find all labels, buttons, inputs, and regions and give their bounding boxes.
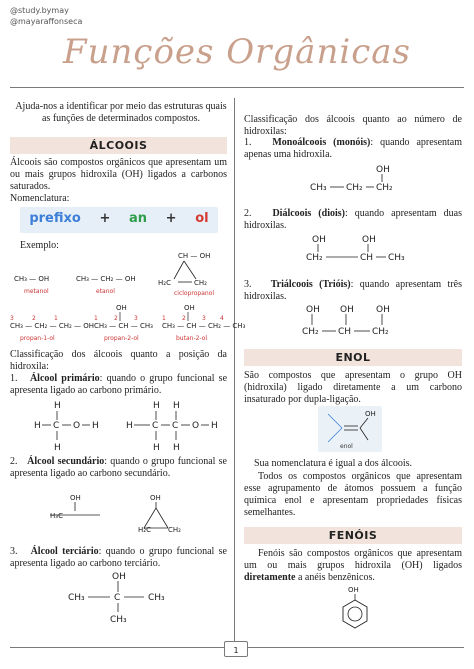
primario-text: [10, 373, 227, 397]
formula-plus-2: +: [165, 211, 177, 226]
propan1ol-formula: CH₃ — CH₂ — CH₂ — OH: [10, 322, 94, 330]
enol-structure: [318, 406, 382, 452]
enol-nomenclature: Sua nomenclatura é igual a dos álcoois.: [254, 458, 413, 469]
svg-text:H: H: [54, 401, 61, 411]
ciclopropanol-top: CH — OH: [178, 252, 211, 260]
etanol-name: etanol: [96, 288, 115, 295]
svg-text:OH: OH: [376, 165, 390, 175]
butan2ol-formula: CH₃ — CH — CH₂ — CH₃: [162, 322, 246, 330]
svg-text:H: H: [34, 421, 41, 431]
svg-text:C: C: [114, 593, 121, 603]
terciario-structure: [60, 570, 180, 626]
propan2ol-num-1: 1: [94, 315, 98, 322]
butan2ol-num-1: 1: [162, 315, 166, 322]
di-rest: : quando apresentam duas hidroxilas.: [244, 208, 462, 231]
tri-term: Triálcoois (Trióis): [270, 279, 351, 290]
svg-text:O: O: [73, 421, 81, 431]
svg-text:CH: CH: [360, 253, 374, 263]
enol-definition: São compostos que apresentam o grupo OH (hidroxila) ligado diretamente a um carbono insaturado por dupla-ligação.: [244, 370, 462, 405]
propan2ol-name: propan-2-ol: [104, 335, 139, 342]
di-term: Diálcoois (diois): [272, 208, 345, 219]
terciario-term: Álcool terciário: [30, 546, 99, 557]
credit-handle-2: @mayaraffonseca: [10, 17, 83, 26]
primario-rest: : quando o grupo funcional se apresenta ligado ao carbono primário.: [10, 373, 228, 396]
butan2ol-num-4: 4: [220, 315, 224, 322]
mono-num: 1.: [244, 137, 252, 148]
formula-plus-1: +: [99, 211, 111, 226]
formula-ol: ol: [195, 211, 209, 226]
svg-text:CH₂: CH₂: [306, 253, 323, 263]
page-title: Funções Orgânicas: [63, 32, 411, 72]
primario-num: 1.: [10, 373, 18, 384]
svg-text:CH₃: CH₃: [388, 253, 405, 263]
ciclopropanol-left: H₂C: [158, 279, 171, 287]
svg-text:OH: OH: [312, 235, 326, 245]
svg-text:CH₃: CH₃: [148, 593, 165, 603]
di-text: [244, 208, 462, 232]
secundario-num: 2.: [10, 456, 18, 467]
svg-text:OH: OH: [348, 586, 359, 594]
svg-text:H₂C: H₂C: [138, 526, 151, 534]
secundario-term: Álcool secundário: [27, 456, 105, 467]
svg-text:C: C: [172, 421, 179, 431]
propan2ol-formula: CH₃ — CH — CH₃: [94, 322, 153, 330]
ciclopropanol-right: CH₂: [194, 279, 207, 287]
mono-text: [244, 137, 462, 161]
svg-text:CH₃: CH₃: [68, 593, 85, 603]
svg-text:H: H: [211, 421, 218, 431]
formula-prefixo: prefixo: [29, 211, 81, 226]
butan2ol-num-2: 2: [182, 315, 186, 322]
secundario-text: [10, 456, 227, 480]
propan2ol-oh: OH: [116, 304, 127, 312]
svg-text:OH: OH: [340, 305, 354, 315]
svg-text:OH: OH: [362, 235, 376, 245]
enol-heading: ENOL: [335, 351, 371, 364]
svg-text:OH: OH: [70, 494, 81, 502]
svg-text:H: H: [153, 401, 160, 411]
metanol-name: metanol: [24, 288, 49, 295]
tri-structure: [290, 302, 430, 342]
alcoois-definition: Álcoois são compostos orgânicos que apresentam um ou mais grupos hidroxila (OH) ligados a carbonos saturados.: [10, 157, 227, 192]
examples-row-2: [6, 302, 246, 346]
metanol-formula: CH₃ — OH: [14, 275, 50, 283]
svg-text:H: H: [54, 443, 61, 453]
fenois-def-bold: diretamente: [244, 572, 296, 583]
hidroxilas-intro: Classificação dos álcoois quanto ao número de hidroxilas:: [244, 114, 462, 137]
di-num: 2.: [244, 208, 252, 219]
mono-rest: : quando apresentam apenas uma hidroxila.: [244, 137, 463, 160]
terciario-rest: : quando o grupo funcional se apresenta ligado ao carbono terciário.: [10, 546, 227, 569]
terciario-num: 3.: [10, 546, 18, 557]
tri-rest: : quando apresentam três hidroxilas.: [244, 279, 462, 302]
fenois-def-b: a anéis benzênicos.: [295, 572, 375, 583]
nomenclature-formula: [20, 211, 218, 226]
svg-text:C: C: [152, 421, 159, 431]
svg-text:OH: OH: [376, 305, 390, 315]
svg-text:H: H: [153, 443, 160, 453]
svg-text:CH₂: CH₂: [168, 526, 181, 534]
fenois-def-a: Fenóis são compostos orgânicos que apresentam um ou mais grupos hidroxila (OH) ligados: [244, 548, 462, 571]
primario-structure-1: [34, 401, 99, 453]
svg-text:H₃C: H₃C: [50, 512, 63, 520]
ciclopropanol-name: ciclopropanol: [174, 290, 215, 297]
tri-text: [244, 279, 462, 303]
phenol-structure: [335, 584, 375, 628]
svg-text:H: H: [173, 401, 180, 411]
terciario-text: [10, 546, 227, 570]
secundario-structure-2: [138, 494, 181, 534]
formula-an: an: [129, 211, 148, 226]
svg-text:OH: OH: [150, 494, 161, 502]
svg-text:CH₂: CH₂: [302, 327, 319, 337]
header-rule: [10, 87, 464, 88]
secundario-structures: [30, 492, 220, 536]
mono-term: Monoálcoois (monóis): [272, 137, 371, 148]
propan2ol-num-2: 2: [114, 315, 118, 322]
secundario-rest: : quando o grupo funcional se apresenta ligado ao carbono secundário.: [10, 456, 227, 479]
intro-text: Ajuda-nos a identificar por meio das estruturas quais as funções de determinados compostos.: [15, 101, 227, 124]
svg-text:OH: OH: [365, 410, 376, 418]
page-number: 1: [233, 646, 239, 655]
primario-term: Álcool primário: [29, 373, 100, 384]
svg-text:CH₂: CH₂: [376, 183, 393, 193]
mono-structure: [280, 162, 430, 194]
butan2ol-oh: OH: [184, 304, 195, 312]
page-number-box: [224, 641, 248, 657]
etanol-formula: CH₃ — CH₂ — OH: [76, 275, 136, 283]
butan2ol-num-3: 3: [202, 315, 206, 322]
propan1ol-num-1: 1: [54, 315, 58, 322]
svg-text:H: H: [173, 443, 180, 453]
svg-text:CH: CH: [338, 327, 352, 337]
primario-structures: [20, 398, 230, 454]
nomenclatura-label: Nomenclatura:: [10, 193, 70, 204]
tri-num: 3.: [244, 279, 252, 290]
primario-structure-2: [126, 401, 218, 453]
svg-text:CH₃: CH₃: [110, 615, 127, 625]
svg-text:CH₂: CH₂: [372, 327, 389, 337]
propan1ol-num-2: 2: [32, 315, 36, 322]
column-divider: [234, 98, 235, 646]
enol-tautomeria: Todos os compostos orgânicos que apresentam esse agrupamento de átomos possuem a função química enol e apresentam propriedades físicas semelhantes.: [244, 471, 462, 518]
posicao-intro: Classificação dos álcoois quanto a posição da hidroxila:: [10, 349, 227, 372]
svg-text:CH₃: CH₃: [310, 183, 327, 193]
svg-text:OH: OH: [112, 572, 126, 582]
fenois-heading: FENÓIS: [328, 529, 378, 542]
credit-handle-1: @study.bymay: [10, 6, 69, 15]
propan2ol-num-3: 3: [134, 315, 138, 322]
secundario-structure-1: [50, 494, 100, 520]
svg-text:O: O: [192, 421, 200, 431]
enol-structure-label: enol: [340, 443, 353, 450]
svg-text:C: C: [53, 421, 60, 431]
fenois-definition: [244, 548, 462, 584]
butan2ol-name: butan-2-ol: [176, 335, 208, 342]
propan1ol-num-3: 3: [10, 315, 14, 322]
svg-text:H: H: [92, 421, 99, 431]
alcoois-heading: ÁLCOOIS: [89, 139, 148, 152]
exemplo-label: Exemplo:: [20, 240, 59, 251]
propan1ol-name: propan-1-ol: [20, 335, 55, 342]
svg-text:OH: OH: [306, 305, 320, 315]
di-structure: [290, 232, 430, 266]
svg-text:H: H: [126, 421, 133, 431]
svg-text:CH₂: CH₂: [346, 183, 363, 193]
examples-row-1: [6, 248, 231, 300]
